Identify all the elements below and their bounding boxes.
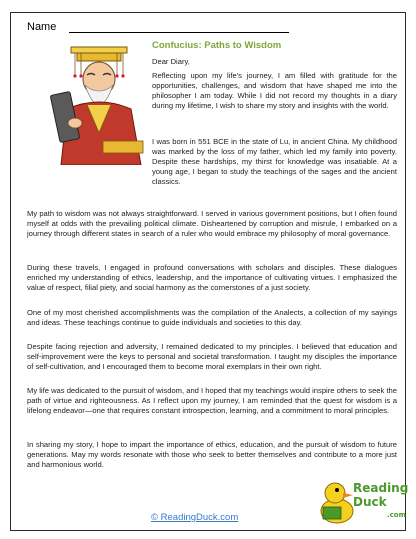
logo-text: Reading [353,481,409,495]
paragraph: Reflecting upon my life's journey, I am filled with gratitude for the opportunities, challenges, and wisdom that have shaped me into the philosopher I am today. While I did not record my thoughts in a diary during my lifetime, I wish to share my story and insights with the world. [152,71,397,111]
paragraph: My path to wisdom was not always straightforward. I served in various government positions, but I often found myself at odds with the prevailing political climate. Disheartened by corruption and misrule, I embarked on a journey through different states in search of a ruler who would embrace my philosophy of moral governance. [27,209,397,239]
name-row [21,21,401,35]
greeting: Dear Diary, [152,57,190,66]
name-input-line[interactable] [69,32,289,33]
paragraph: During these travels, I engaged in profound conversations with scholars and disciples. These dialogues enriched my understanding of ethics, leadership, and the importance of cultivating virtues. I emphasized the value of respect, filial piety, and social harmony as the cornerstones of a just society. [27,263,397,293]
duck-icon [317,479,357,525]
reading-duck-logo [317,479,409,525]
logo-text: Duck [353,495,387,509]
readingduck-link[interactable]: © ReadingDuck.com [151,512,239,523]
paragraph: One of my most cherished accomplishments was the compilation of the Analects, a collection of my sayings and ideas. These teachings continue to guide individuals and societies to this day. [27,308,397,328]
confucius-portrait-icon [47,43,151,165]
paragraph: Despite facing rejection and adversity, I remained dedicated to my principles. I believed that education and self-improvement were the keys to personal and societal transformation. I taught my disciples the importance of self-cultivation, and I encouraged them to become moral exemplars in their own right. [27,342,397,372]
paragraph: I was born in 551 BCE in the state of Lu, in ancient China. My childhood was marked by the loss of my father, which led my family into poverty. Despite these hardships, my thirst for knowledge was insatiable. At a young age, I began to study the teachings of the sages and the ancient classics. [152,137,397,187]
logo-text: .com [387,511,406,519]
name-label: Name [27,21,57,33]
worksheet-page [10,12,409,531]
paragraph: My life was dedicated to the pursuit of wisdom, and I hoped that my teachings would inspire others to seek the path of virtue and righteousness. As I reflect upon my journey, I am reminded that the quest for wisdom is a lifelong endeavor—one that requires constant introspection, learning, and a commitment to moral principles. [27,386,397,416]
paragraph: In sharing my story, I hope to impart the importance of ethics, education, and the pursuit of wisdom to future generations. May my words resonate with those who seek to better themselves and contribute to a more just and harmonious world. [27,440,397,470]
article-title: Confucius: Paths to Wisdom [152,40,282,51]
